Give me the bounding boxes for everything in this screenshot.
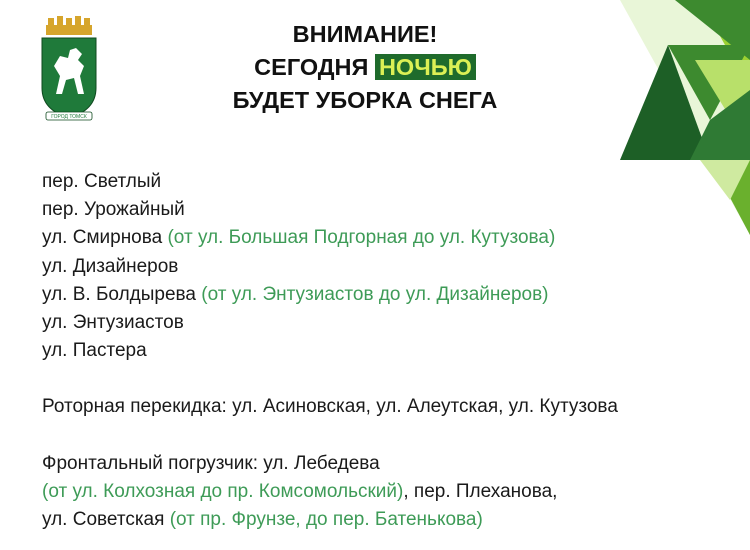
- street-note: (от ул. Энтузиастов до ул. Дизайнеров): [201, 283, 549, 305]
- loader-line-3: [42, 506, 722, 534]
- street-name: ул. Дизайнеров: [42, 255, 179, 277]
- street-list: [42, 168, 722, 534]
- street-line: [42, 281, 722, 309]
- street-note: (от ул. Большая Подгорная до ул. Кутузова): [167, 227, 556, 249]
- street-line: [42, 253, 722, 281]
- header-line-1: ВНИМАНИЕ!: [292, 21, 438, 47]
- loader-note: (от ул. Колхозная до пр. Комсомольский): [42, 480, 404, 502]
- street-line: [42, 196, 722, 224]
- announcement-header: [170, 18, 560, 117]
- street-name: ул. Энтузиастов: [42, 312, 184, 334]
- header-tonight-prefix: СЕГОДНЯ: [254, 54, 369, 80]
- header-tonight-highlight: НОЧЬЮ: [375, 54, 476, 80]
- street-line: [42, 168, 722, 196]
- street-line: [42, 309, 722, 337]
- street-name: пер. Урожайный: [42, 199, 185, 221]
- street-name: ул. Пастера: [42, 340, 147, 362]
- loader-line-2: [42, 478, 722, 506]
- street-name: пер. Светлый: [42, 171, 162, 192]
- tomsk-crest-logo: [38, 14, 100, 126]
- header-line-2: [170, 51, 560, 84]
- loader-line-1: Фронтальный погрузчик: ул. Лебедева: [42, 452, 380, 474]
- street-name: ул. В. Болдырева: [42, 283, 196, 305]
- street-line: [42, 337, 722, 365]
- header-line-3: БУДЕТ УБОРКА СНЕГА: [232, 87, 498, 113]
- loader-note-2: (от пр. Фрунзе, до пер. Батенькова): [169, 509, 483, 531]
- street-line: [42, 224, 722, 252]
- rotor-line: Роторная перекидка: ул. Асиновская, ул. Алеутская, ул. Кутузова: [42, 396, 618, 418]
- crest-ribbon-text: ГОРОД ТОМСК: [51, 114, 87, 120]
- loader-rest: , пер. Плеханова,: [403, 480, 558, 502]
- street-name: ул. Смирнова: [42, 227, 163, 249]
- loader-street: ул. Советская: [42, 509, 165, 531]
